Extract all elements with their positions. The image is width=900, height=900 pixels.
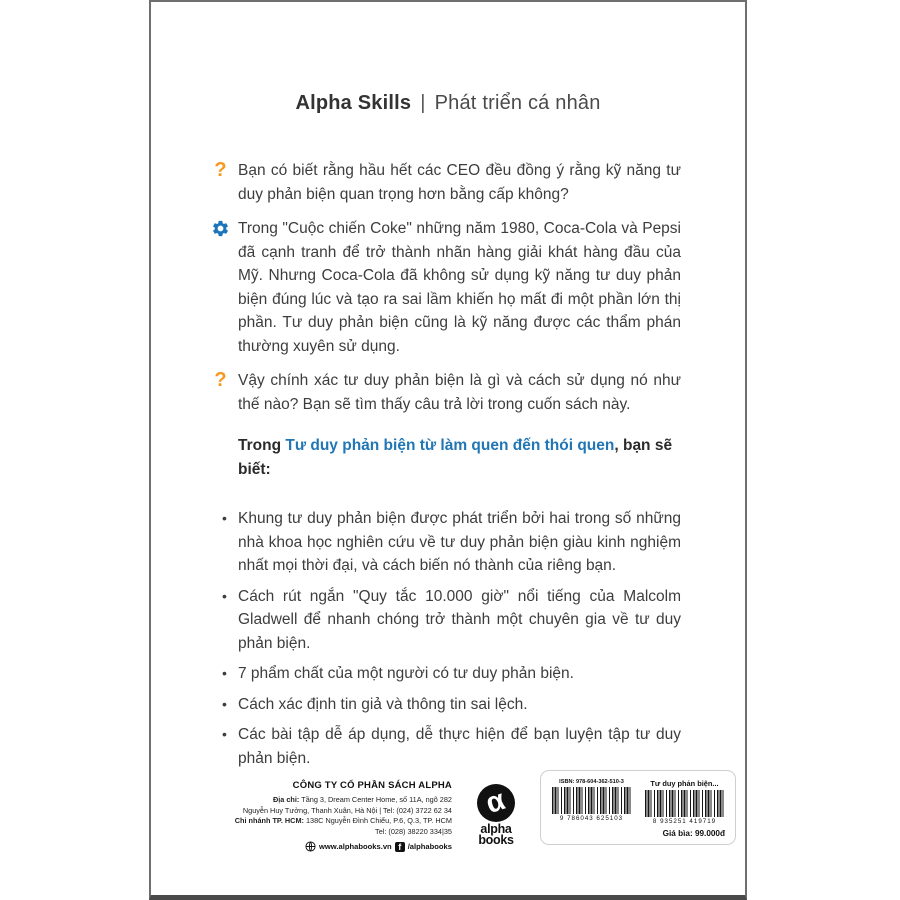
series-category: Phát triển cá nhân (434, 92, 601, 114)
isbn-barcode (552, 787, 631, 814)
list-item (211, 723, 681, 770)
series-header (151, 92, 745, 115)
ean-barcode (645, 790, 724, 817)
headline-suffix: , bạn sẽ biết: (238, 437, 673, 478)
address-value: Tầng 3, Dream Center Home, số 11A, ngõ 282 (299, 795, 452, 804)
alphabooks-logo-text (463, 824, 529, 846)
list-item-text: Cách xác định tin giả và thông tin sai lệch. (238, 695, 528, 713)
bullet-icon: • (222, 695, 227, 712)
website-text: www.alphabooks.vn (318, 842, 392, 851)
logo-word: alpha (480, 822, 512, 836)
list-item-text: Khung tư duy phản biện được phát triển bởi hai trong số những nhà khoa học nghiên cứu về tư duy phản biện giàu kinh nghiệm nhất mọi thời đại, và cách biến nó thành của riêng bạn. (238, 510, 681, 574)
gear-icon (211, 217, 230, 246)
headline-prefix: Trong (238, 437, 286, 454)
paragraph-text: Bạn có biết rằng hầu hết các CEO đều đồng ý rằng kỹ năng tư duy phản biện quan trọng hơn bằng cấp không? (238, 162, 681, 203)
list-item-text: 7 phẩm chất của một người có tư duy phản biện. (238, 665, 574, 682)
list-item-text: Cách rút ngắn "Quy tắc 10.000 giờ" nổi tiếng của Malcolm Gladwell để nhanh chóng trở thành một chuyên gia về tư duy phản biện. (238, 587, 681, 652)
barcode-panel (540, 770, 736, 845)
book-title-headline (238, 434, 681, 481)
globe-icon (305, 841, 316, 852)
bullet-icon: • (222, 510, 227, 526)
branch-label: Chi nhánh TP. HCM: (234, 816, 304, 825)
bullet-icon: • (222, 665, 227, 681)
facebook-icon: f (395, 842, 405, 852)
feature-list (211, 507, 681, 770)
publisher-branch-line (234, 816, 452, 827)
paragraph-text: Trong "Cuộc chiến Coke" những năm 1980, Coca-Cola và Pepsi đã cạnh tranh để trở thành nhãn hàng giải khát hàng đầu của Mỹ. Nhưng Coca-Cola đã không sử dụng kỹ năng tư duy phản biện đúng lúc và tạo ra sai lầm khiến họ mất đi một phần lớn thị phần. Tư duy phản biện cũng là kỹ năng được các thẩm phán thường xuyên sử dụng. (238, 220, 681, 355)
header-separator: | (420, 92, 426, 114)
isbn-label: ISBN: 978-604-362-510-3 (559, 779, 624, 785)
book-title: Tư duy phản biện từ làm quen đến thói quen (285, 437, 615, 454)
isbn-barcode-group (551, 779, 632, 838)
publisher-address-line: Nguyễn Huy Tưởng, Thanh Xuân, Hà Nội | Tel: (024) 3722 62 34 (242, 805, 452, 815)
series-brand: Alpha Skills (295, 92, 412, 114)
ean-barcode-group (644, 779, 725, 838)
alphabooks-logo (463, 770, 529, 846)
question-icon: ? (214, 159, 227, 181)
alphabooks-logo-mark (477, 784, 515, 822)
list-item (211, 507, 681, 578)
publisher-web-row (234, 841, 452, 852)
question-icon: ? (214, 369, 227, 391)
barcode-title-label: Tư duy phản biện... (650, 779, 719, 788)
publisher-address-line (234, 795, 452, 806)
branch-value: 138C Nguyễn Đình Chiểu, P.6, Q.3, TP. HCM (303, 816, 452, 825)
list-item (211, 662, 681, 686)
book-back-cover (149, 0, 747, 900)
list-item-text: Các bài tập dễ áp dụng, dễ thực hiện để bạn luyện tập tư duy phản biện. (238, 726, 681, 767)
list-item (211, 585, 681, 656)
address-label: Địa chỉ: (272, 795, 300, 804)
bullet-icon: • (222, 587, 227, 604)
ean-digits: 8 935251 419719 (652, 818, 717, 825)
intro-paragraph (211, 217, 681, 358)
facebook-handle: /alphabooks (407, 842, 452, 851)
isbn-digits: 9 786043 625103 (559, 815, 624, 822)
logo-word: books (478, 833, 514, 847)
publisher-info (234, 770, 452, 852)
intro-paragraph (211, 159, 681, 206)
price-label: Giá bìa: 99.000đ (662, 829, 725, 838)
intro-paragraph (211, 369, 681, 416)
alpha-glyph: α (482, 783, 509, 820)
back-cover-copy (151, 115, 745, 770)
publisher-footer (153, 770, 743, 852)
publisher-name: CÔNG TY CỔ PHẦN SÁCH ALPHA (292, 780, 452, 791)
bullet-icon: • (222, 726, 227, 742)
list-item (211, 693, 681, 717)
paragraph-text: Vậy chính xác tư duy phản biện là gì và cách sử dụng nó như thế nào? Bạn sẽ tìm thấy câu trả lời trong cuốn sách này. (238, 372, 681, 413)
publisher-tel-line: Tel: (028) 38220 334|35 (375, 826, 452, 836)
